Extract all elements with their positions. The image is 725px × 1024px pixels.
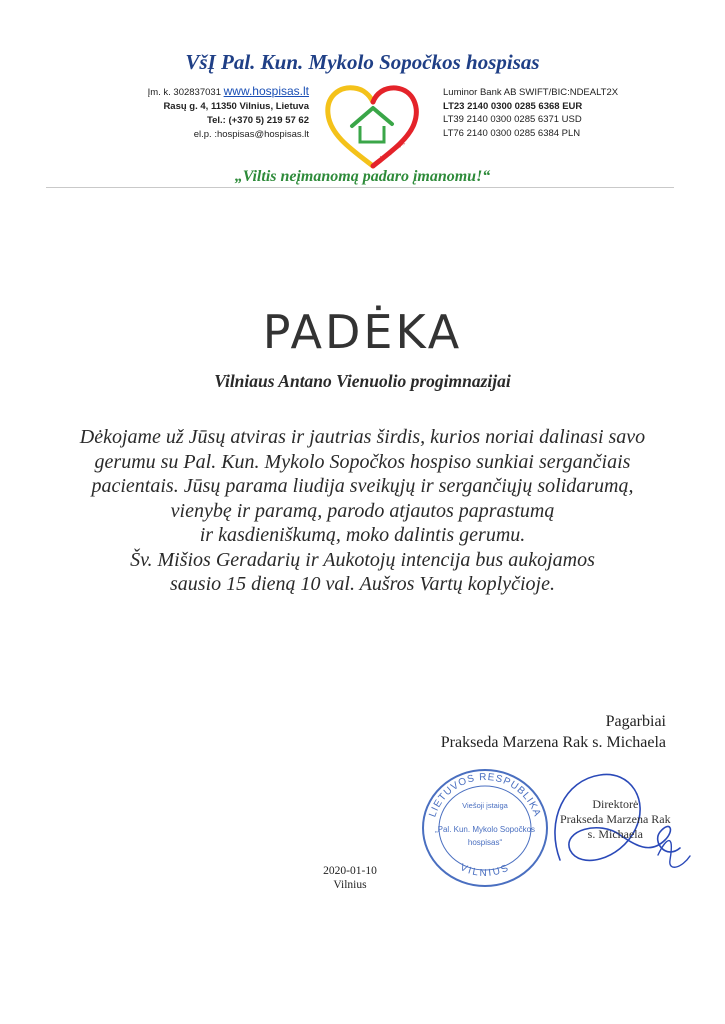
closing: Pagarbiai bbox=[605, 713, 666, 730]
signer-name: Prakseda Marzena Rak bbox=[560, 812, 671, 826]
address: Rasų g. 4, 11350 Vilnius, Lietuva bbox=[163, 101, 309, 112]
body-line: Šv. Mišios Geradarių ir Aukotojų intencija bus aukojamos bbox=[130, 548, 595, 571]
date-block bbox=[300, 864, 400, 892]
body-line: Dėkojame už Jūsų atviras ir jautrias širdis, kurios noriai dalinasi savo bbox=[79, 426, 646, 448]
official-stamp bbox=[415, 760, 555, 890]
header-divider bbox=[46, 187, 674, 188]
body-line: ir kasdieniškumą, moko dalintis gerumu. bbox=[199, 524, 526, 546]
body-line: pacientais. Jūsų parama liudija sveikųjų ir sergančiųjų solidarumą, bbox=[91, 475, 634, 497]
organization-name: VšĮ Pal. Kun. Mykolo Sopočkos hospisas bbox=[185, 50, 540, 74]
signatory: Prakseda Marzena Rak s. Michaela bbox=[440, 734, 666, 751]
motto: „Viltis neįmanomą padaro įmanomu!“ bbox=[234, 168, 491, 185]
date: 2020-01-10 bbox=[323, 865, 377, 877]
svg-text:VILNIUS bbox=[458, 862, 512, 879]
hospice-logo bbox=[322, 80, 424, 170]
stamp-type: Viešoji įstaiga bbox=[462, 801, 508, 810]
svg-text:LIETUVOS RESPUBLIKA bbox=[427, 772, 542, 819]
signature-caption bbox=[560, 797, 671, 842]
signer-name-2: s. Michaela bbox=[587, 827, 643, 841]
iban-eur: LT23 2140 0300 0285 6368 EUR bbox=[443, 100, 583, 112]
stamp-name: „Pal. Kun. Mykolo Sopočkos bbox=[434, 825, 536, 834]
letter-title: PADĖKA bbox=[262, 305, 463, 359]
stamp-name-2: hospisas“ bbox=[467, 838, 503, 847]
bank-name: Luminor Bank AB SWIFT/BIC:NDEALT2X bbox=[443, 87, 619, 98]
body-line: vienybę ir paramą, parodo atjautos paprastumą bbox=[170, 499, 555, 522]
company-code: Įm. k. 302837031 bbox=[147, 87, 221, 98]
addressee: Vilniaus Antano Vienuolio progimnazijai bbox=[214, 371, 511, 391]
stamp-bottom-text: VILNIUS bbox=[458, 862, 512, 880]
body-line: sausio 15 dieną 10 val. Aušros Vartų koplyčioje. bbox=[170, 573, 555, 595]
closing-block bbox=[441, 711, 666, 753]
iban-pln: LT76 2140 0300 0285 6384 PLN bbox=[443, 127, 581, 139]
contact-info bbox=[148, 84, 309, 142]
stamp-top-text: LIETUVOS RESPUBLIKA bbox=[427, 771, 543, 819]
body-line: gerumu su Pal. Kun. Mykolo Sopočkos hospiso sunkiai sergančiais bbox=[94, 450, 631, 473]
website-link[interactable]: www.hospisas.lt bbox=[223, 84, 309, 98]
email: el.p. :hospisas@hospisas.lt bbox=[193, 129, 309, 140]
letter-body bbox=[20, 425, 705, 597]
signer-role: Direktorė bbox=[592, 797, 639, 811]
logo-text: hospisas.lt bbox=[379, 140, 407, 162]
city: Vilnius bbox=[333, 879, 367, 891]
phone: Tel.: (+370 5) 219 57 62 bbox=[206, 115, 309, 126]
bank-info bbox=[443, 86, 618, 140]
iban-usd: LT39 2140 0300 0285 6371 USD bbox=[443, 114, 582, 125]
